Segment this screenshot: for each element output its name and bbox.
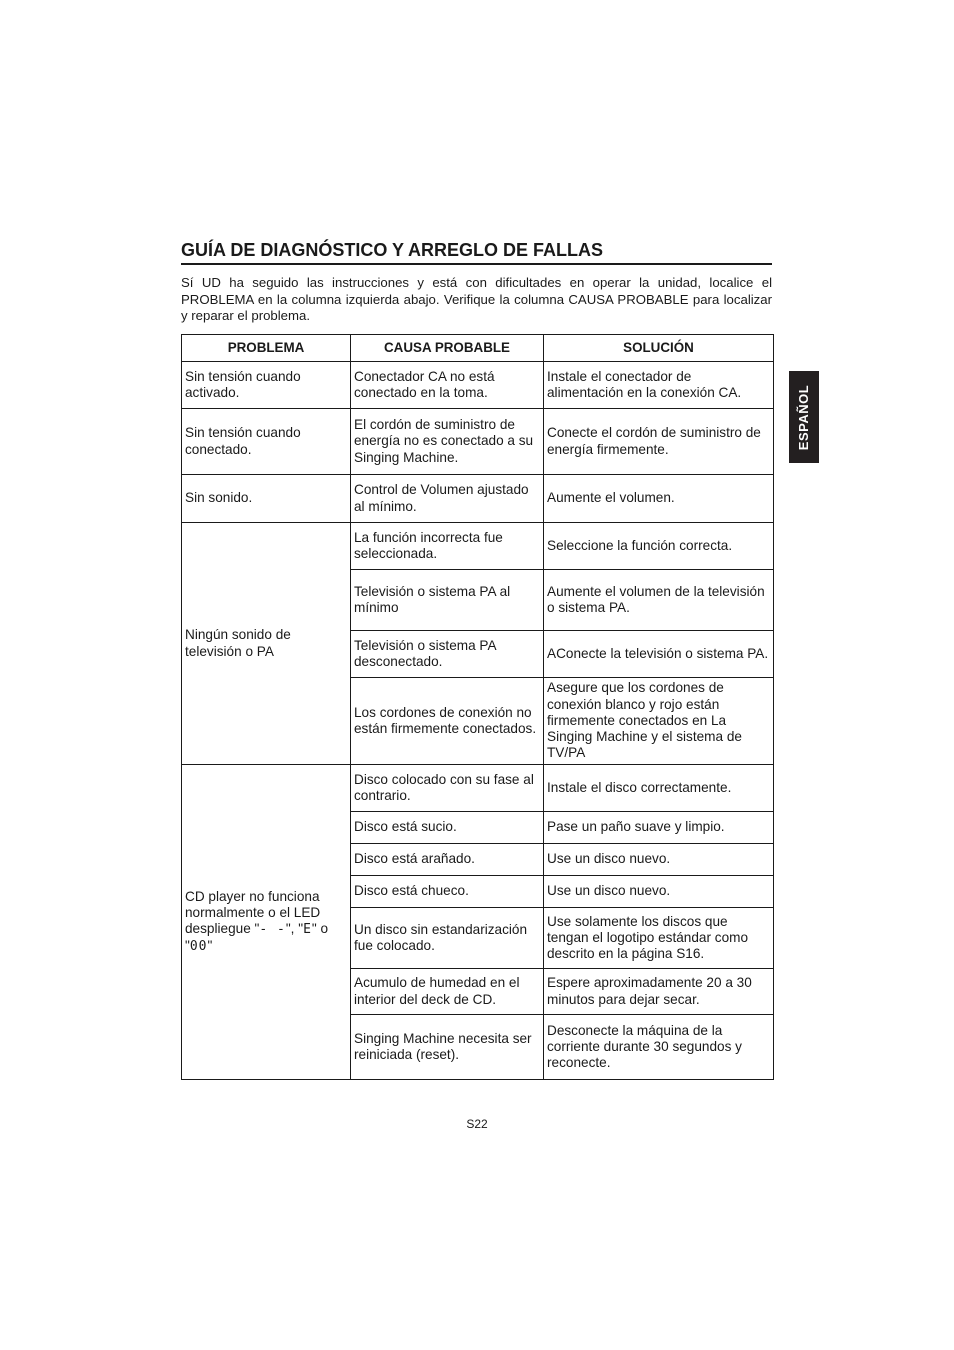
problem-cell-cd-player [182, 765, 351, 1080]
table-header-row [182, 335, 774, 362]
problem-cell: Sin sonido. [182, 475, 351, 523]
cause-cell: Disco está sucio. [351, 812, 544, 844]
cause-cell: Control de Volumen ajustado al mínimo. [351, 475, 544, 523]
led-zero-display: 00 [189, 939, 208, 955]
problem-cell: Ningún sonido de televisión o PA [182, 523, 351, 765]
solution-cell: Instale el conectador de alimentación en la conexión CA. [544, 362, 774, 409]
page-number: S22 [466, 1117, 488, 1131]
cause-cell: Disco colocado con su fase al contrario. [351, 765, 544, 812]
solution-cell: Use un disco nuevo. [544, 876, 774, 908]
problem-text: " [207, 938, 213, 954]
solution-cell: Conecte el cordón de suministro de energía firmemente. [544, 409, 774, 475]
solution-cell: Espere aproximadamente 20 a 30 minutos para dejar secar. [544, 969, 774, 1015]
cause-cell: Los cordones de conexión no están firmemente conectados. [351, 678, 544, 765]
cause-cell: Televisión o sistema PA desconectado. [351, 631, 544, 678]
solution-cell: AConecte la televisión o sistema PA. [544, 631, 774, 678]
page-title: GUÍA DE DIAGNÓSTICO Y ARREGLO DE FALLAS [181, 239, 772, 265]
cause-cell: Acumulo de humedad en el interior del deck de CD. [351, 969, 544, 1015]
cause-cell: El cordón de suministro de energía no es conectado a su Singing Machine. [351, 409, 544, 475]
solution-cell: Seleccione la función correcta. [544, 523, 774, 570]
cause-cell: Disco está arañado. [351, 844, 544, 876]
intro-paragraph: Sí UD ha seguido las instrucciones y está con dificultades en operar la unidad, localice el PROBLEMA en la columna izquierda abajo. Verifique la columna CAUSA PROBABLE para localizar y reparar el problema. [181, 275, 772, 323]
table-row [182, 765, 774, 812]
table-row [182, 409, 774, 475]
solution-cell: Aumente el volumen. [544, 475, 774, 523]
solution-cell: Use un disco nuevo. [544, 844, 774, 876]
problem-cell: Sin tensión cuando activado. [182, 362, 351, 409]
led-error-display: E [303, 922, 312, 937]
solution-cell: Aumente el volumen de la televisión o sistema PA. [544, 570, 774, 631]
header-problem: PROBLEMA [182, 335, 351, 362]
cause-cell: Televisión o sistema PA al mínimo [351, 570, 544, 631]
table-row [182, 475, 774, 523]
solution-cell: Pase un paño suave y limpio. [544, 812, 774, 844]
cause-cell: Un disco sin estandarización fue colocado. [351, 908, 544, 969]
solution-cell: Use solamente los discos que tengan el logotipo estándar como descrito en la página S16. [544, 908, 774, 969]
header-cause: CAUSA PROBABLE [351, 335, 544, 362]
cause-cell: Conectador CA no está conectado en la toma. [351, 362, 544, 409]
problem-text: CD player no funciona normalmente o el LED despliegue " [185, 888, 321, 936]
problem-text: ", " [285, 921, 304, 936]
troubleshooting-table [181, 334, 774, 1080]
table-row [182, 523, 774, 570]
problem-cell: Sin tensión cuando conectado. [182, 409, 351, 475]
language-side-tab-label: ESPAÑOL [796, 384, 812, 450]
solution-cell: Desconecte la máquina de la corriente durante 30 segundos y reconecte. [544, 1015, 774, 1080]
cause-cell: La función incorrecta fue seleccionada. [351, 523, 544, 570]
table-row [182, 362, 774, 409]
problem-text: " o " [185, 921, 329, 954]
cause-cell: Disco está chueco. [351, 876, 544, 908]
solution-cell: Instale el disco correctamente. [544, 765, 774, 812]
cause-cell: Singing Machine necesita ser reiniciada (reset). [351, 1015, 544, 1080]
language-side-tab [789, 371, 819, 463]
solution-cell: Asegure que los cordones de conexión blanco y rojo están firmemente conectados en La Singing Machine y el sistema de TV/PA [544, 678, 774, 765]
led-dash-display: - - [259, 922, 286, 937]
header-solution: SOLUCIÓN [544, 335, 774, 362]
